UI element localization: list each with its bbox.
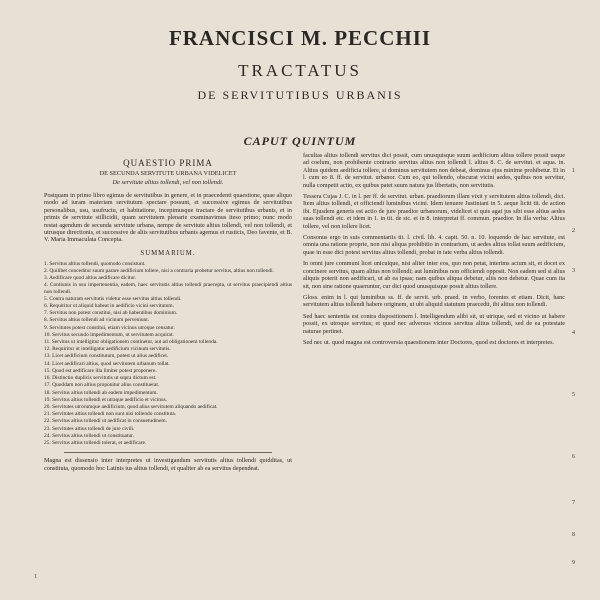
question-topic: De servitute altius tollendi, vel non tollendi. [112,179,224,186]
body-paragraph: Consonus ergo in suis commentariis tit. l. civil. lib. 4. capit. 50. n. 10. loquendo de hac servitute, est omnia una ratione proprie, non nisi aliqua prohibitio in contrarium, ut aedes altius tollat suum aedificium, quae in esse dici potest servitus altius tollendi, probat in tate verba altius tollendi. [303,234,565,256]
summary-item: 8. Servitus altius tollendi ad vicinum perveniunt. [44,317,150,324]
summary-item: 24. Servitus altius tollendi ut constituatur. [44,432,134,439]
margin-number: 9 [572,560,575,566]
body-paragraph: In omni jure communi licet unicuique, nisi aliter inter eos, quo non petat, interims actum sit, et docet ex concinere servitus, quam altius non tollendi; aut luminibus non officiendi opposit. Non eadem sed si alius aliquis poterit non aedificari, ut ab ea ipsas; nam quibus aliqua debetur, aliis non debetur. Quae cum ita sit, non sine ratione quaeruntur, cur dici quod unusquisque possit altius tollere. [303,260,565,290]
closing-paragraph: Magna est dissensio inter interpretes ut investigandum servitutis altius tollendi quidditas, ut constituta, quomodo hoc Latinis ius altius tollendi, et qualiter ab ea servitus dependeat. [44,457,292,472]
summary-heading: SUMMARIUM. [140,249,196,257]
body-paragraph: Gloss. enim in l. qui luminibus ss. ff. de servit. urb. praed. in verbo, forentes et etiam. Dicit, hanc servitutem altius tollendi habere originem, ut ubi aliquid statutum praecedit, ibi altius non tollendi. [303,293,565,309]
margin-number: 3 [572,268,575,274]
summary-item: 15. Quod est aedificare illa limiter potest proponere. [44,367,157,374]
summary-item: 2. Quilibet conceditur suum parare aedificium tollere, nisi a contraria probetur servitus, altius non tollendi. [44,268,274,275]
margin-number: 4 [572,330,575,336]
margin-number: 8 [572,532,575,538]
body-paragraph: facultas altius tollendi servitus dici possit, cum unusquisque suum aedificium altius tollere possit usque ad coelum, non prohibente contrario servitus altius non tollendi l. altius 8. C. de servitut. et aqua. in. Altius quidem aedificia tollere, si dominus servitutem non debeat, dominus ejus minime prohibetur. Et in l. cum eo 8. ff. de servitut. urbanor. Cum eo, qui tollendo, obscurat vicini aedes, quibus non servitur, nulla competit actio, ex quibus patet suum natura jus libertatis, non servitutis. [303,152,565,189]
summary-item: 19. Servitus altius tollendi et utraque aedificio et vicinus. [44,396,168,403]
summary-item: 4. Contiunis in usu impertenentia, eadem, haec servitutis altius tollendi praecepta, ut servitus praecipiendi altius non tollendi. [44,282,292,295]
summary-item: 18. Servitus altius tollendi ab eadem impedimentum. [44,389,158,396]
body-paragraph: Sed nec ut. quod magna est controversia quaestionem inter Doctores, quod est doctores et interpretes. [303,338,555,346]
margin-number: 1 [572,168,575,174]
summary-item: 23. Servitutes altius tollendi de jure civili. [44,425,135,432]
summary-item: 14. Licet aedificari altius, quod servitutem urbanum tollat. [44,360,170,367]
summary-item: 16. Distinctio duplicis servitutis ut supra dictum est. [44,375,157,382]
body-paragraph: Tessera Cujas J. C. in l. per ff. de servitut. urban. praediorum illam vixit y servitutem altius tollendi, dici. Item altius tollendi, et officiendi luminibus vicini. Idem tenuere Justiniani in 5. aeque licitt tit. de action ibi. Ejusdem generis est actio de jure praedior urbanorum, videlicet si quis agat jus sibi esse altius aedes suas tollendi etc. et idem in 1. in tit. de sic. et in 8. interpretat ff. commun. praedior. In illa verba: Altius tollere, vel non tollere licet. [303,193,565,230]
treatise-subtitle: DE SERVITUTIBUS URBANIS [197,88,403,102]
summary-list [44,261,292,446]
summary-item: 9. Servitutes potest constitui, etiam vicinus utroque censatur. [44,324,175,331]
intro-paragraph: Postquam in primo libro egimus de servitutibus in genere, et in praecedenti quaestione, quae aliquo modo ad iuram materiam servitutum spectare possunt, et successive egimus de servitutibus personalibus, usu, usufructu, et habitatione, incepimusque tractare de servitutibus urbanis, et in primis de servitute stillicidii, quam servitutem plenarie examinavimus iteso primo; nunc modo restat agendum de secunda servitute urbana, nempe de servitute altius tollendi, vel non tollendi, et utrusque directionis, et successive de aliis servitutibus urbanis agemus et rusticis, Deo favente, et B. V. Maria Immaculata Concepta. [44,192,292,244]
summary-item: 25. Servitus altius tollendi tolerat, et aedificare. [44,439,147,446]
margin-number: 6 [572,454,575,460]
margin-number: 2 [572,228,575,234]
summary-item: 20. Servitutes utrorumque aedificium, quod alius servitutem aliquando aedificat. [44,403,218,410]
author-heading: FRANCISCI M. PECCHII [168,26,432,50]
summary-item: 3. Aedificare quod altius aedificare dicitur. [44,275,137,282]
summary-item: 21. Servitutes altius tollendi non sunt nisi tollendo constituta. [44,411,177,418]
margin-number: 5 [572,392,575,398]
summary-item: 7. Servitus non potest constitui, nisi ab habentibus dominium. [44,310,178,317]
summary-item: 22. Servitus altius tollendi ut aedificat in consuetudinem. [44,418,167,425]
question-subheading: DE SECUNDA SERVITUTE URBANA VIDELICET [99,170,237,177]
body-paragraph: Sed haec sententia est contra dispositionem l. Intelligendum alibi sit, ut utrique, sed et vicino ut habere possit, ex utroque servitus; et quod nec adversus vicinos servitus altius tollendi, sed de ea potestate naturae pertinet. [303,312,565,335]
treatise-title: TRACTATUS [238,61,362,80]
margin-number-left: 1 [34,574,37,580]
summary-item: 10. Servitus secundo impedimentum, ut servitutem acquirat. [44,331,174,338]
summary-item: 12. Requiritur ut intelligatur aedificium vicinum servitutis. [44,346,171,353]
summary-item: 1. Servitus altius tollendi, quomodo consistunt. [44,260,146,267]
margin-number: 7 [572,500,575,506]
left-column [44,152,292,592]
section-divider [64,452,272,453]
chapter-heading: CAPUT QUINTUM [243,134,357,148]
right-column [303,152,565,592]
summary-item: 6. Requiritur ut aliquid habeat in aedificio vicini servitutum. [44,303,174,310]
summary-item: 5. Contra naturam servitutis videtur esse servitus altius tollendi. [44,295,182,302]
summary-item: 17. Quoddam non altius proponitur alius constituerat. [44,382,160,389]
summary-item: 13. Licet aedificium constitutum, potest ut alius aedificet. [44,353,169,360]
summary-item: 11. Servitus ut intelligitur obligationem continetur, aut ad obligationem tollenda. [44,339,218,346]
question-heading: QUAESTIO PRIMA [123,158,213,168]
